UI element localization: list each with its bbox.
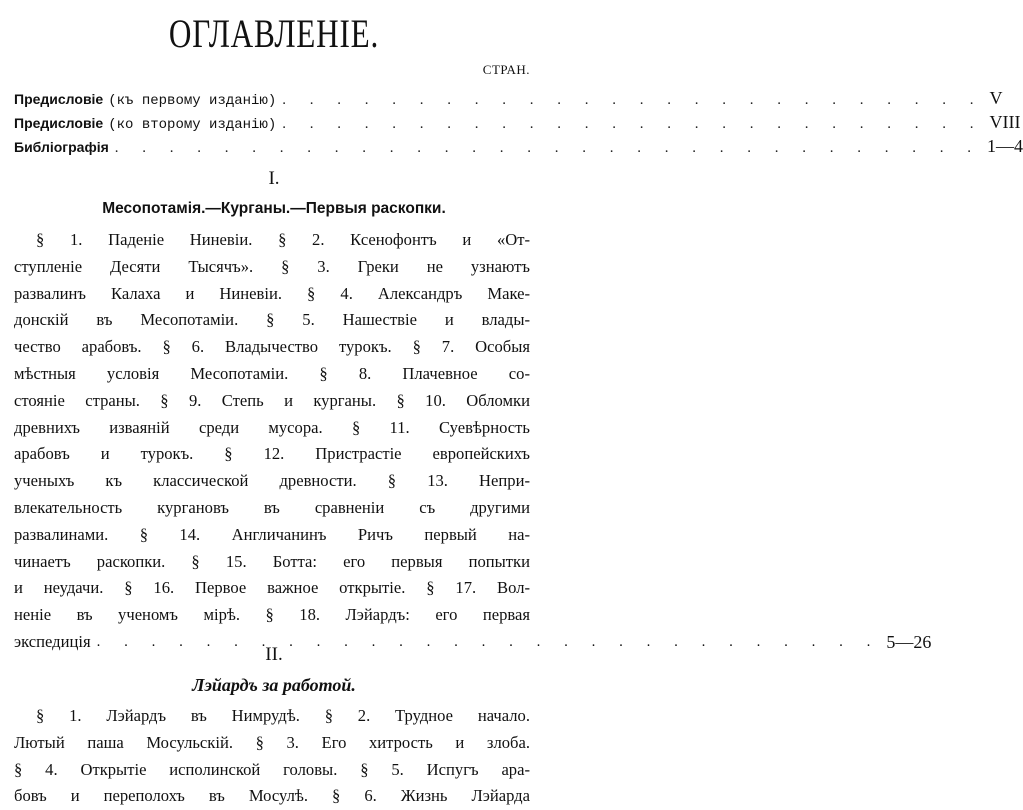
chapter-2-summary xyxy=(14,703,530,810)
page-column-header: СТРАН. xyxy=(482,62,530,77)
summary-line: арабовъ и турокъ. § 12. Пристрастіе европейскихъ xyxy=(14,444,530,464)
chapter-2-title: Лэйардъ за работой. xyxy=(192,675,356,695)
leader-dots: . . . . . . . . . . . . . . . . . . . . . . . . . . xyxy=(282,92,984,108)
chapter-1-title: Месопотамія.—Курганы.—Первыя раскопки. xyxy=(102,200,446,217)
toc-entry-bibliography xyxy=(14,136,1023,160)
summary-line: стояніе страны. § 9. Степь и курганы. § 10. Обломки xyxy=(14,390,530,410)
toc-entry-label: Предисловіе xyxy=(14,91,104,107)
chapter-1-summary xyxy=(14,227,932,656)
summary-line-end: экспедиція xyxy=(14,631,91,651)
summary-line: § 4. Открытіе исполинской головы. § 5. Испугъ ара- xyxy=(14,759,530,779)
summary-line: чество арабовъ. § 6. Владычество турокъ. § 7. Особыя xyxy=(14,337,530,357)
toc-entry-label: Библіографія xyxy=(14,139,109,155)
summary-line: развалинами. § 14. Англичанинъ Ричъ первый на- xyxy=(14,524,530,544)
summary-line: ученыхъ къ классической древности. § 13. Непри- xyxy=(14,471,530,491)
page-title: ОГЛАВЛЕНІЕ. xyxy=(168,11,380,56)
summary-line: и неудачи. § 16. Первое важное открытіе. § 17. Вол- xyxy=(14,578,530,598)
summary-line: бовъ и переполохъ въ Мосулѣ. § 6. Жизнь Лэйарда xyxy=(14,786,530,806)
chapter-1-numeral: I. xyxy=(268,168,280,189)
toc-entry-label: Предисловіе xyxy=(14,115,104,131)
summary-line: мѣстныя условія Месопотаміи. § 8. Плачевное со- xyxy=(14,363,530,383)
summary-line: § 1. Лэйардъ въ Нимрудѣ. § 2. Трудное начало. xyxy=(36,706,530,725)
summary-line: развалинъ Калаха и Ниневіи. § 4. Александръ Маке- xyxy=(14,283,530,303)
toc-entry-preface-second xyxy=(14,112,1021,136)
toc-entry-page: VIII xyxy=(989,112,1021,132)
toc-entry-page: V xyxy=(989,88,1003,108)
summary-line: древнихъ изваяній среди мусора. § 11. Суевѣрность xyxy=(14,417,530,437)
toc-entry-note: (ко второму изданію) xyxy=(108,117,277,133)
summary-line: донскій въ Месопотаміи. § 5. Нашествіе и влады- xyxy=(14,310,530,330)
toc-entry-preface-first xyxy=(14,88,1003,112)
leader-dots: . . . . . . . . . . . . . . . . . . . . . . . . . . . . . xyxy=(96,633,881,650)
summary-line: ступленіе Десяти Тысячъ». § 3. Греки не узнаютъ xyxy=(14,256,530,276)
toc-entry-page: 1—4 xyxy=(987,136,1023,156)
summary-line: Лютый паша Мосульскій. § 3. Его хитрость и злоба. xyxy=(14,732,530,752)
summary-line: § 1. Паденіе Ниневіи. § 2. Ксенофонтъ и «От- xyxy=(36,230,530,249)
chapter-1-page-range: 5—26 xyxy=(886,631,932,652)
summary-line: чинаетъ раскопки. § 15. Ботта: его первыя попытки xyxy=(14,551,530,571)
summary-line: неніе въ ученомъ мірѣ. § 18. Лэйардъ: его первая xyxy=(14,605,530,625)
summary-line: влекательность кургановъ въ сравненіи съ другими xyxy=(14,497,530,517)
leader-dots: . . . . . . . . . . . . . . . . . . . . . . . . . . xyxy=(282,116,984,132)
chapter-2-numeral: II. xyxy=(265,644,283,665)
leader-dots: . . . . . . . . . . . . . . . . . . . . . . . . . . . . . . . . xyxy=(114,140,982,156)
toc-entry-note: (къ первому изданію) xyxy=(108,93,277,109)
